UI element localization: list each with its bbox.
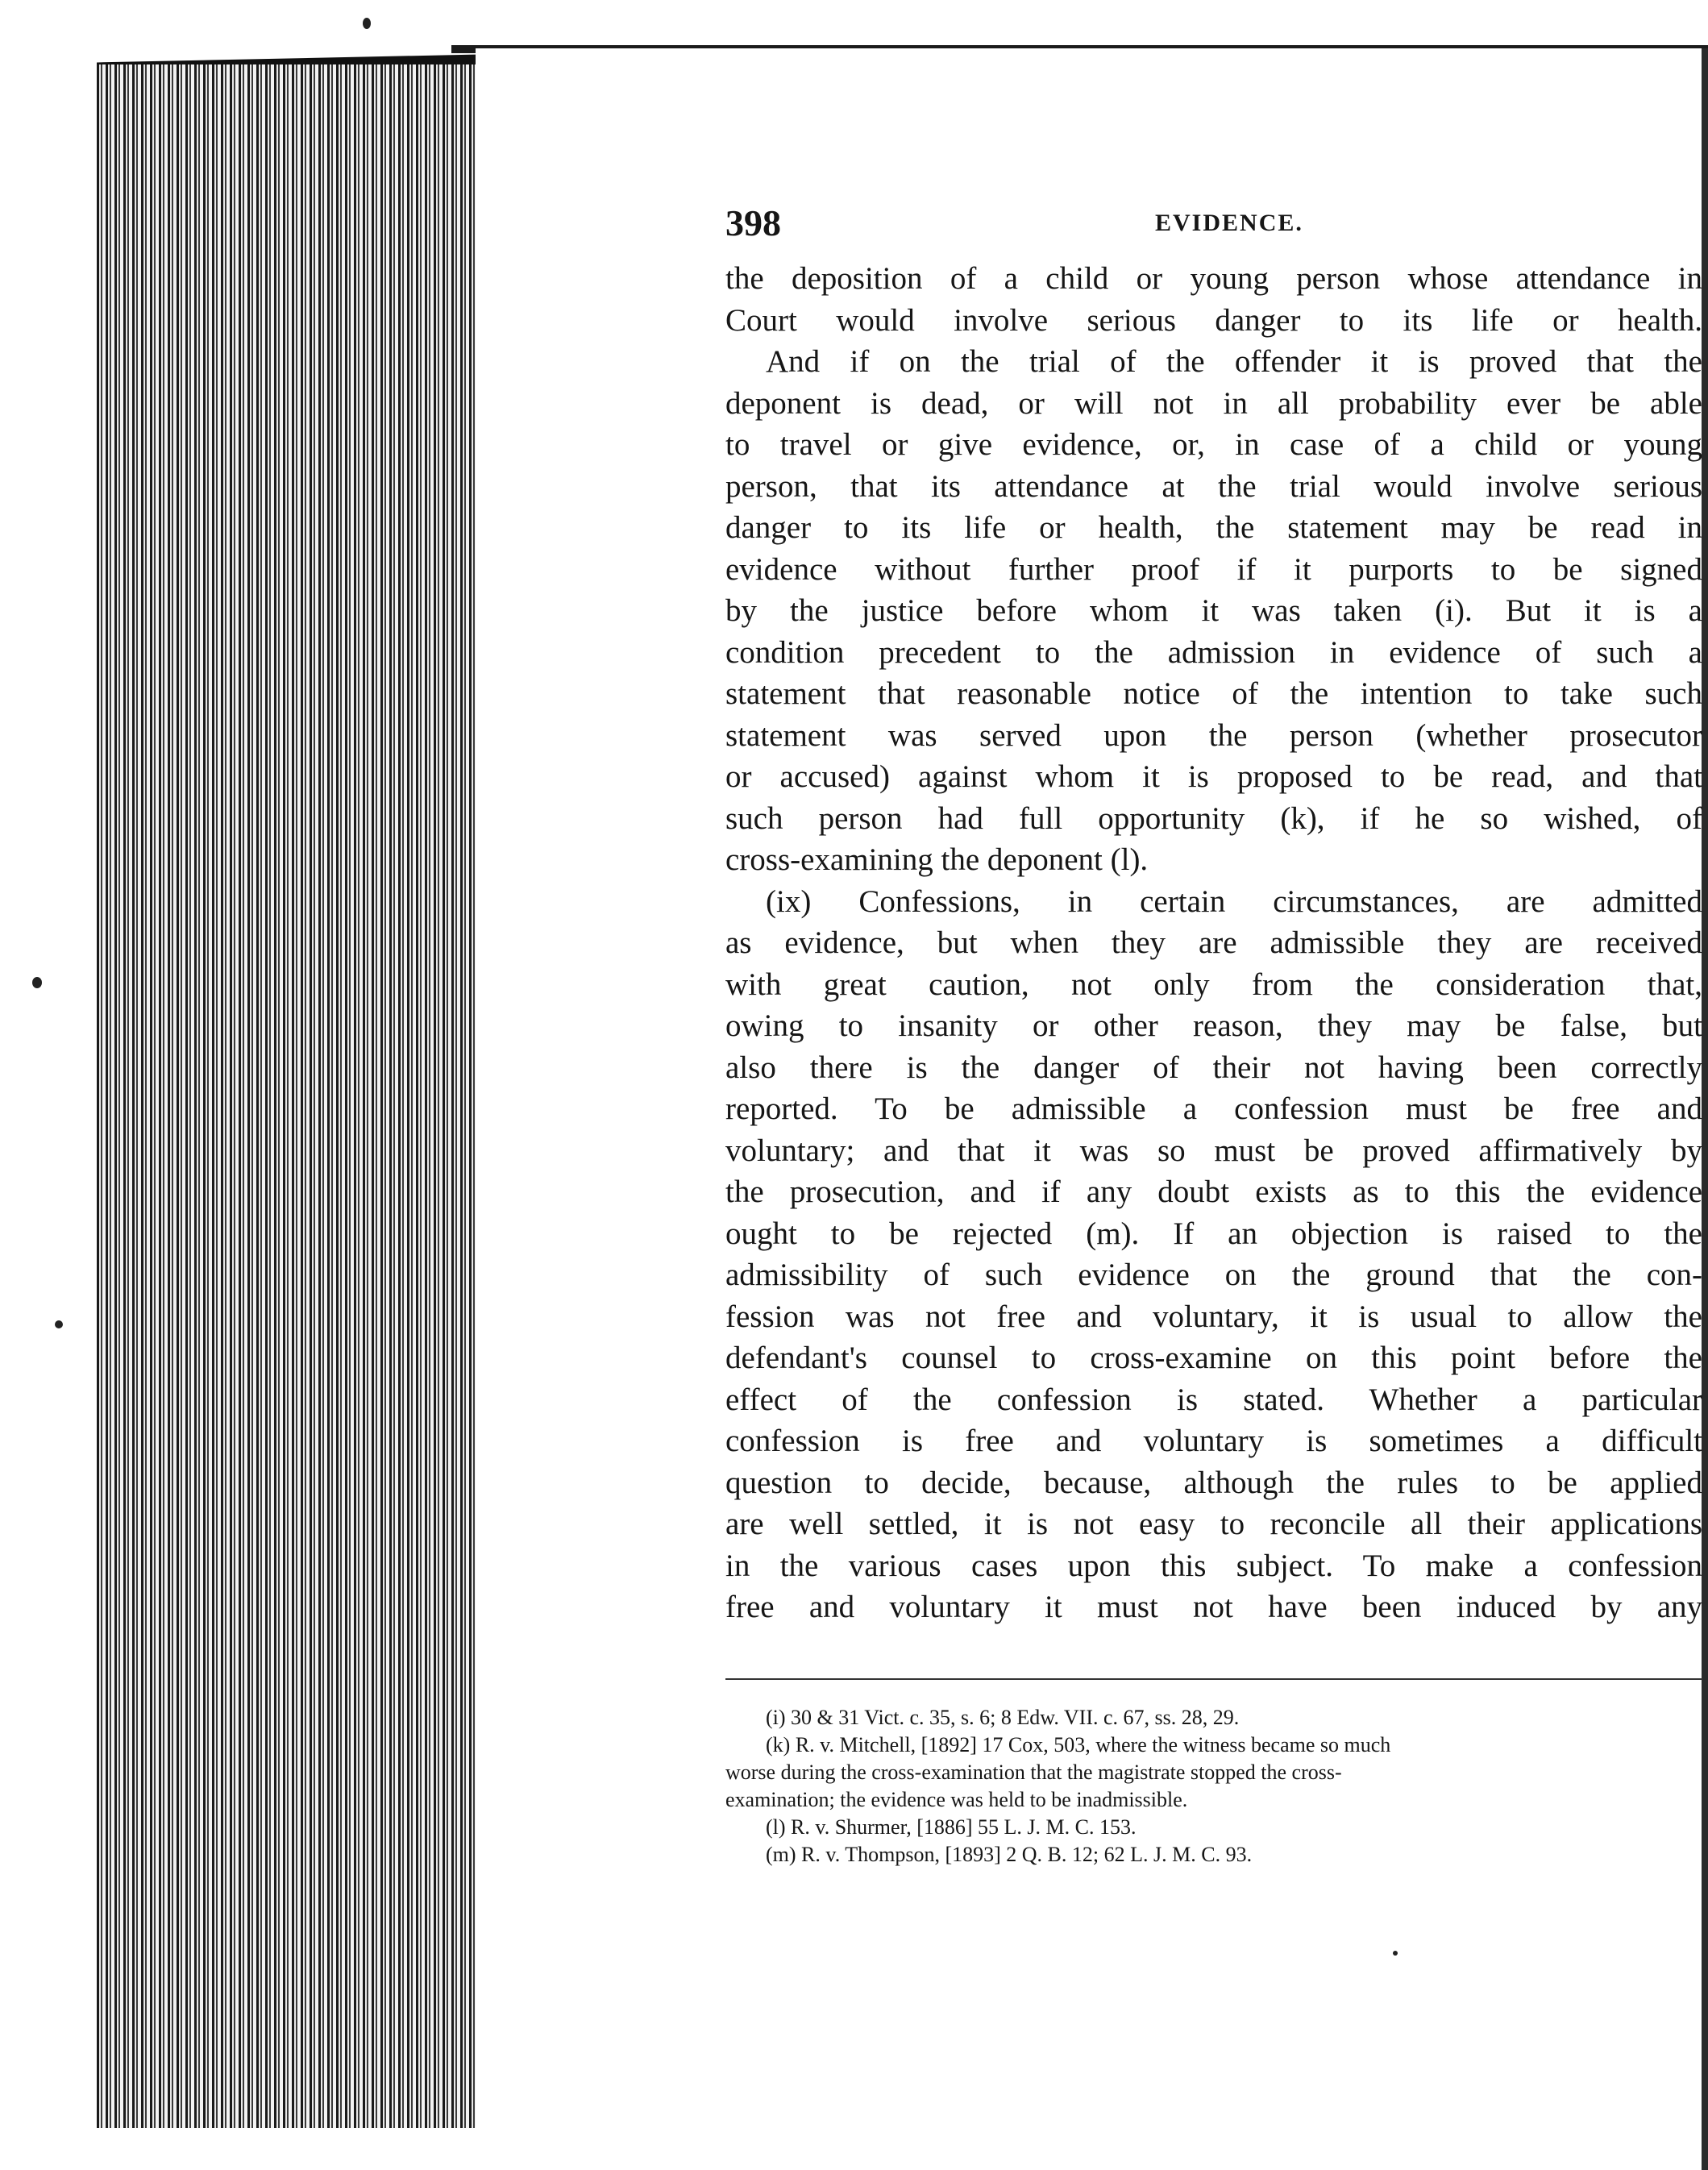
text-line: effect of the confession is stated. Whether a particular — [725, 1382, 1702, 1417]
footnote-l: (l) R. v. Shurmer, [1886] 55 L. J. M. C. 153. — [766, 1815, 1137, 1839]
text-line: with great caution, not only from the consideration that, — [725, 967, 1702, 1002]
text-line: voluntary; and that it was so must be proved affirmatively by — [725, 1133, 1702, 1168]
scan-speck — [55, 1320, 63, 1328]
footnotes — [725, 1704, 1702, 1869]
text-line: cross-examining the deponent (l). — [725, 842, 1149, 877]
text-line: owing to insanity or other reason, they may be false, but — [725, 1008, 1702, 1043]
text-line: person, that its attendance at the trial would involve serious — [725, 468, 1702, 504]
text-line: the prosecution, and if any doubt exists as to this the evidence — [725, 1174, 1702, 1209]
text-line: confession is free and voluntary is sometimes a difficult — [725, 1424, 1702, 1458]
text-line: statement was served upon the person (whether prosecutor — [725, 717, 1702, 753]
footnote-i: (i) 30 & 31 Vict. c. 35, s. 6; 8 Edw. VII. c. 67, ss. 28, 29. — [766, 1705, 1240, 1729]
footnote-k-continuation: examination; the evidence was held to be inadmissible. — [725, 1787, 1188, 1811]
text-line: condition precedent to the admission in evidence of such a — [725, 634, 1702, 670]
footnote-m: (m) R. v. Thompson, [1893] 2 Q. B. 12; 62 L. J. M. C. 93. — [766, 1842, 1253, 1866]
page-text-block — [725, 202, 1702, 1869]
text-line: admissibility of such evidence on the ground that the con- — [725, 1258, 1702, 1292]
page-right-edge — [1702, 48, 1708, 2170]
page-number: 398 — [725, 202, 781, 243]
text-line: are well settled, it is not easy to reconcile all their applications — [725, 1507, 1702, 1541]
footnote-divider — [725, 1678, 1702, 1680]
text-line: or accused) against whom it is proposed to be read, and that — [725, 759, 1702, 794]
text-line: reported. To be admissible a confession must be free and — [725, 1091, 1702, 1126]
body-text — [725, 258, 1702, 1628]
footnote-k-continuation: worse during the cross-examination that the magistrate stopped the cross- — [725, 1760, 1342, 1784]
text-line: to travel or give evidence, or, in case of a child or young — [725, 427, 1702, 462]
footnote-k: (k) R. v. Mitchell, [1892] 17 Cox, 503, where the witness became so much — [766, 1732, 1391, 1756]
text-line: also there is the danger of their not having been correctly — [725, 1050, 1702, 1085]
scan-speck — [363, 18, 371, 29]
text-line: statement that reasonable notice of the intention to take such — [725, 676, 1702, 711]
text-line: And if on the trial of the offender it is proved that the — [766, 344, 1702, 379]
text-line: in the various cases upon this subject. To make a confession — [725, 1548, 1702, 1583]
text-line: question to decide, because, although the rules to be applied — [725, 1465, 1702, 1500]
scan-speck — [1393, 1951, 1398, 1956]
text-line: free and voluntary it must not have been induced by any — [725, 1590, 1702, 1624]
text-line: as evidence, but when they are admissible they are received — [725, 925, 1702, 960]
text-line: danger to its life or health, the statement may be read in — [725, 510, 1702, 545]
text-line: such person had full opportunity (k), if he so wished, of — [725, 800, 1702, 836]
text-line: defendant's counsel to cross-examine on this point before the — [725, 1341, 1702, 1375]
text-line: the deposition of a child or young person whose attendance in — [725, 261, 1702, 296]
book-page-edges — [97, 64, 476, 2128]
text-line: Court would involve serious danger to its life or health. — [725, 302, 1702, 338]
text-line: (ix) Confessions, in certain circumstances, are admitted — [766, 883, 1702, 919]
text-line: deponent is dead, or will not in all probability ever be able — [725, 385, 1702, 421]
running-head — [725, 202, 1702, 258]
text-line: fession was not free and voluntary, it is usual to allow the — [725, 1299, 1702, 1334]
scan-speck — [32, 977, 42, 988]
page-title: EVIDENCE. — [1155, 210, 1303, 236]
text-line: by the justice before whom it was taken (i). But it is a — [725, 593, 1702, 628]
text-line: evidence without further proof if it purports to be signed — [725, 551, 1702, 587]
text-line: ought to be rejected (m). If an objection is raised to the — [725, 1216, 1702, 1251]
